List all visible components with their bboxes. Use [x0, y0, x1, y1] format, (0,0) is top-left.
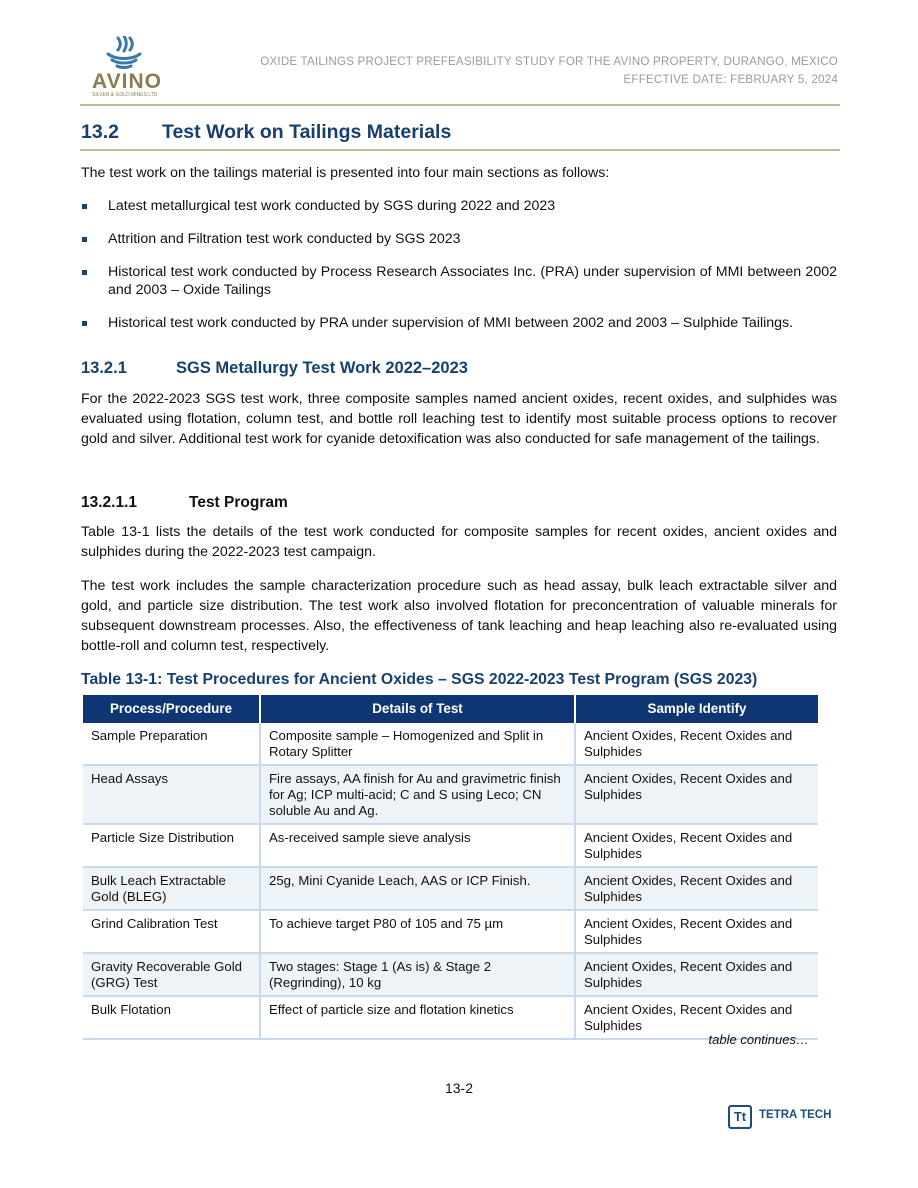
bullet-text: Historical test work conducted by PRA under supervision of MMI between 2002 and 2003 – Sulphide Tailings.: [108, 315, 794, 331]
table-row: [83, 953, 818, 996]
column-header: Sample Identify: [575, 695, 818, 723]
bullet-text: Latest metallurgical test work conducted by SGS during 2022 and 2023: [108, 198, 556, 214]
bullet-marker: [82, 237, 87, 242]
subsection-number: 13.2.1: [81, 359, 127, 377]
table-cell: Composite sample – Homogenized and Split in Rotary Splitter: [260, 723, 575, 765]
table-cell: Ancient Oxides, Recent Oxides and Sulphides: [575, 867, 818, 910]
column-header: Details of Test: [260, 695, 575, 723]
table-header-row: [83, 695, 818, 723]
table-cell: Particle Size Distribution: [83, 824, 260, 867]
bullet-marker: [82, 321, 87, 326]
table-cell: Two stages: Stage 1 (As is) & Stage 2 (Regrinding), 10 kg: [260, 953, 575, 996]
section-title: Test Work on Tailings Materials: [162, 121, 452, 143]
section-intro: The test work on the tailings material is presented into four main sections as follows:: [81, 165, 610, 181]
avino-emblem-icon: [104, 36, 144, 70]
bullet-marker: [82, 270, 87, 275]
header-title-line: OXIDE TAILINGS PROJECT PREFEASIBILITY STUDY FOR THE AVINO PROPERTY, DURANGO, MEXICO: [260, 55, 838, 68]
table-cell: Bulk Flotation: [83, 996, 260, 1039]
logo-wordmark: AVINO: [92, 70, 162, 93]
table-cell: Ancient Oxides, Recent Oxides and Sulphides: [575, 824, 818, 867]
logo-tagline: SILVER & GOLD MINES LTD.: [92, 92, 159, 98]
bullet-marker: [82, 204, 87, 209]
table-row: [83, 824, 818, 867]
bullet-item: [81, 197, 837, 215]
table-cell: Effect of particle size and flotation kinetics: [260, 996, 575, 1039]
table-cell: Bulk Leach Extractable Gold (BLEG): [83, 867, 260, 910]
table-row: [83, 765, 818, 824]
tetra-tech-mark-icon: Tt: [728, 1105, 752, 1129]
bullet-item: [81, 230, 837, 248]
header-text: [260, 53, 838, 89]
page-header: [80, 34, 840, 106]
subsubsection-number: 13.2.1.1: [81, 494, 138, 511]
bullet-text: Attrition and Filtration test work conducted by SGS 2023: [108, 231, 461, 247]
section-number: 13.2: [81, 121, 119, 143]
header-rule: [80, 104, 840, 106]
table-continues-note: table continues…: [708, 1032, 809, 1047]
section-rule: [80, 149, 840, 151]
bullet-text: Historical test work conducted by Process Research Associates Inc. (PRA) under supervision of MMI between 2002 and 2003 – Oxide Tailings: [108, 264, 837, 298]
subsection-title: SGS Metallurgy Test Work 2022–2023: [176, 359, 468, 377]
test-program-paragraph-1: Table 13-1 lists the details of the test work conducted for composite samples for recent oxides, ancient oxides and sulphides during the 2022-2023 test campaign.: [81, 524, 837, 560]
column-header: Process/Procedure: [83, 695, 260, 723]
header-date-line: EFFECTIVE DATE: FEBRUARY 5, 2024: [623, 73, 838, 86]
subsubsection-title: Test Program: [189, 494, 288, 511]
subsection-paragraph: For the 2022-2023 SGS test work, three composite samples named ancient oxides, recent oxides, and sulphides was evaluated using flotation, column test, and bottle roll leaching test to identify most suitable process options to recover gold and silver. Additional test work for cyanide detoxification was also conducted for safe management of the tailings.: [81, 391, 837, 447]
table-row: [83, 910, 818, 953]
table-row: [83, 723, 818, 765]
subsubsection-heading: [81, 494, 288, 512]
bullet-item: [81, 263, 837, 299]
tetra-tech-wordmark: TETRA TECH: [759, 1109, 832, 1121]
table-cell: Ancient Oxides, Recent Oxides and Sulphides: [575, 910, 818, 953]
table-cell: Grind Calibration Test: [83, 910, 260, 953]
table-cell: Sample Preparation: [83, 723, 260, 765]
table-cell: To achieve target P80 of 105 and 75 µm: [260, 910, 575, 953]
table-cell: Ancient Oxides, Recent Oxides and Sulphides: [575, 996, 818, 1039]
section-heading: [81, 121, 451, 144]
table-caption: Table 13-1: Test Procedures for Ancient Oxides – SGS 2022-2023 Test Program (SGS 2023): [81, 671, 758, 688]
subsection-heading: [81, 359, 468, 378]
table-cell: Head Assays: [83, 765, 260, 824]
table-cell: 25g, Mini Cyanide Leach, AAS or ICP Finish.: [260, 867, 575, 910]
avino-logo: [86, 36, 160, 100]
page-number: 13-2: [444, 1080, 474, 1096]
table-cell: Fire assays, AA finish for Au and gravimetric finish for Ag; ICP multi-acid; C and S using Leco; CN soluble Au and Ag.: [260, 765, 575, 824]
test-program-paragraph-2: The test work includes the sample characterization procedure such as head assay, bulk leach extractable silver and gold, and particle size distribution. The test work also involved flotation for preconcentration of valuable minerals for subsequent downstream processes. Also, the effectiveness of tank leaching and heap leaching also re-evaluated using bottle-roll and column test, respectively.: [81, 578, 837, 654]
table-row: [83, 867, 818, 910]
table-cell: As-received sample sieve analysis: [260, 824, 575, 867]
table-cell: Ancient Oxides, Recent Oxides and Sulphides: [575, 723, 818, 765]
table-cell: Ancient Oxides, Recent Oxides and Sulphides: [575, 765, 818, 824]
table-cell: Gravity Recoverable Gold (GRG) Test: [83, 953, 260, 996]
table-cell: Ancient Oxides, Recent Oxides and Sulphides: [575, 953, 818, 996]
bullet-item: [81, 314, 837, 332]
test-procedures-table: [83, 695, 818, 1040]
